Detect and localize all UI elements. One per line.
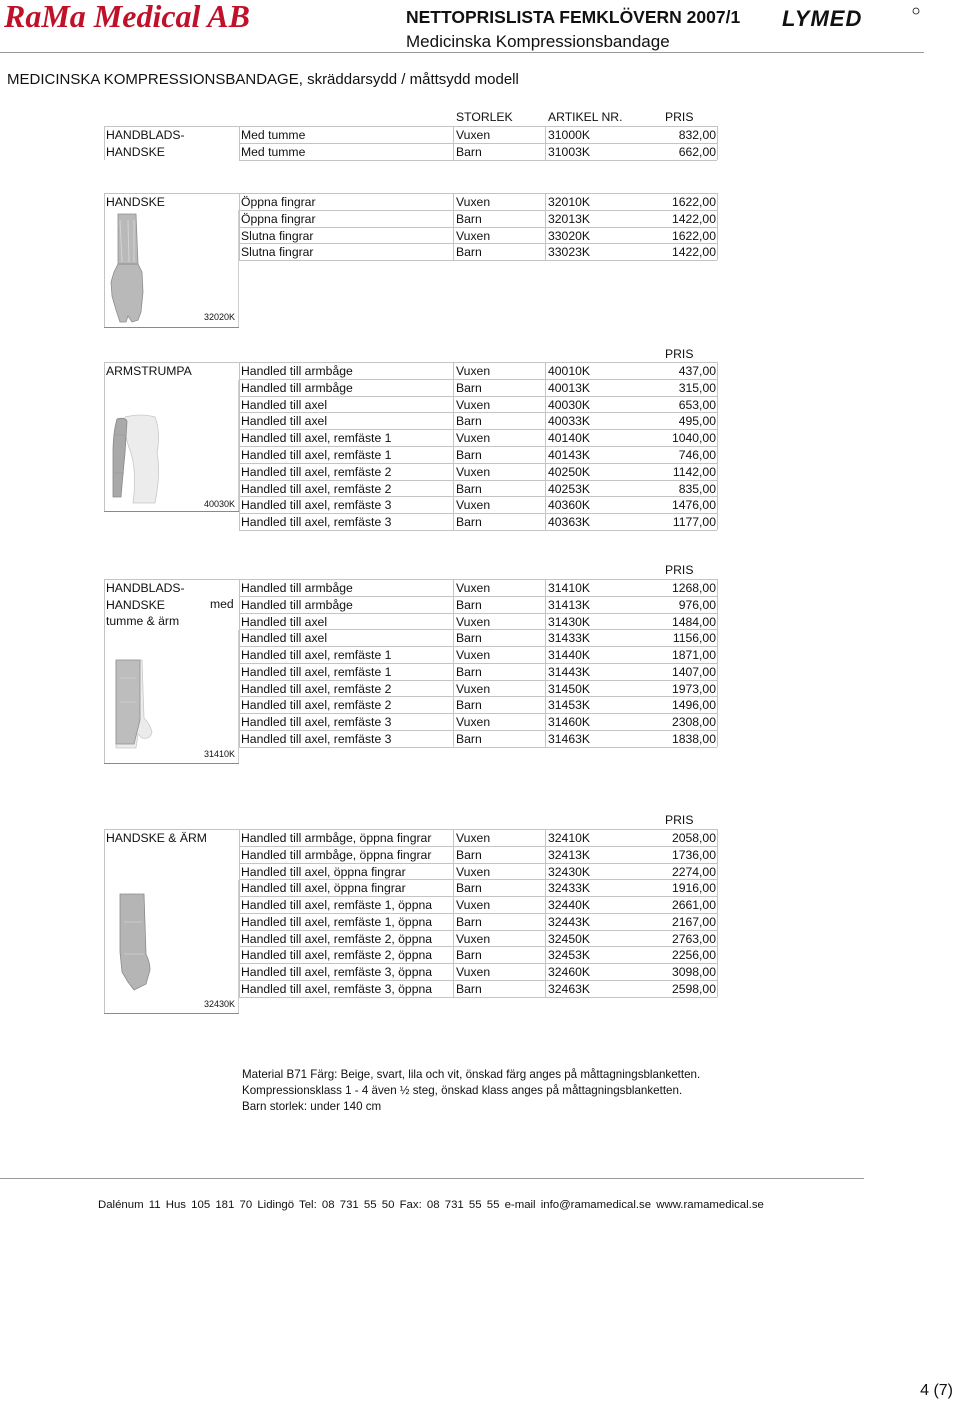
table-cell-article-number: 31443K bbox=[548, 664, 591, 679]
column-header-article: ARTIKEL NR. bbox=[548, 110, 623, 124]
table-cell-article-number: 31003K bbox=[548, 144, 591, 159]
table-cell-price: 1838,00 bbox=[671, 731, 716, 746]
product-photo-label: 40030K bbox=[204, 499, 236, 509]
table-cell-article-number: 32450K bbox=[548, 931, 591, 946]
table-cell-article-number: 32013K bbox=[548, 211, 591, 226]
table-cell-size: Vuxen bbox=[456, 228, 491, 243]
table-cell-size: Barn bbox=[456, 515, 482, 530]
table-cell-description: Handled till axel bbox=[241, 614, 328, 629]
table-cell-article-number: 31410K bbox=[548, 581, 591, 595]
table-cell-price: 832,00 bbox=[678, 128, 716, 142]
brand-name: RaMa Medical AB bbox=[4, 0, 250, 34]
footer-contact: Dalénum 11 Hus 105 181 70 Lidingö Tel: 08 731 55 50 Fax: 08 731 55 55 e-mail info@ramamedical.se www.ramamedical.se bbox=[98, 1199, 764, 1211]
table-cell-article-number: 32413K bbox=[548, 847, 591, 862]
table-cell-size: Barn bbox=[456, 881, 482, 896]
table-cell-size: Vuxen bbox=[456, 681, 491, 696]
table-cell-article-number: 31460K bbox=[548, 715, 591, 729]
table-cell-size: Vuxen bbox=[456, 931, 491, 946]
table-cell-description: Handled till axel, remfäste 3 bbox=[241, 715, 392, 729]
glove-sleeve-photo-icon bbox=[118, 892, 152, 992]
table-cell-price: 1622,00 bbox=[671, 195, 716, 209]
note-material: Material B71 Färg: Beige, svart, lila och vit, önskad färg anges på måttagningsblanketten. bbox=[242, 1068, 701, 1081]
table-cell-article-number: 32440K bbox=[548, 898, 591, 912]
table-cell-description: Handled till axel, remfäste 1 bbox=[241, 664, 392, 679]
table-cell-article-number: 40033K bbox=[548, 414, 591, 429]
table-cell-price: 1871,00 bbox=[671, 648, 716, 662]
table-cell-article-number: 32443K bbox=[548, 914, 591, 929]
table-cell-description: Handled till axel, remfäste 1, öppna bbox=[241, 898, 433, 912]
table-cell-size: Vuxen bbox=[456, 364, 491, 378]
table-cell-article-number: 31453K bbox=[548, 698, 591, 713]
table-cell-description: Handled till axel, remfäste 1 bbox=[241, 448, 392, 462]
table-cell-size: Vuxen bbox=[456, 864, 491, 879]
table-cell-size: Vuxen bbox=[456, 397, 491, 412]
table-cell-price: 1736,00 bbox=[671, 847, 716, 862]
table-cell-size: Vuxen bbox=[456, 195, 491, 209]
table-cell-size: Vuxen bbox=[456, 464, 491, 479]
table-cell-price: 1484,00 bbox=[671, 614, 716, 629]
table-cell-size: Barn bbox=[456, 664, 482, 679]
table-cell-size: Barn bbox=[456, 380, 482, 395]
table-cell-size: Barn bbox=[456, 698, 482, 713]
table-gridline-horizontal bbox=[239, 160, 717, 161]
table-cell-size: Barn bbox=[456, 847, 482, 862]
table-cell-size: Vuxen bbox=[456, 498, 491, 513]
table-cell-article-number: 40253K bbox=[548, 481, 591, 496]
document-title: NETTOPRISLISTA FEMKLÖVERN 2007/1 bbox=[406, 7, 741, 27]
table-cell-description: Handled till axel, remfäste 2, öppna bbox=[241, 931, 433, 946]
column-header-price: PRIS bbox=[665, 813, 694, 827]
table-cell-price: 1476,00 bbox=[671, 498, 716, 513]
table-cell-article-number: 31430K bbox=[548, 614, 591, 629]
table-cell-article-number: 33023K bbox=[548, 245, 591, 260]
table-cell-price: 2598,00 bbox=[671, 981, 716, 996]
table-cell-description: Handled till axel bbox=[241, 414, 328, 429]
table-cell-price: 662,00 bbox=[678, 144, 716, 159]
table-cell-description: Handled till axel, remfäste 2 bbox=[241, 681, 392, 696]
table-cell-description: Handled till axel, remfäste 1, öppna bbox=[241, 914, 433, 929]
table-gridline-horizontal bbox=[239, 747, 717, 748]
table-cell-article-number: 40250K bbox=[548, 464, 591, 479]
table-cell-article-number: 31463K bbox=[548, 731, 591, 746]
table-cell-price: 495,00 bbox=[678, 414, 716, 429]
table-cell-size: Barn bbox=[456, 914, 482, 929]
document-subtitle: Medicinska Kompressionsbandage bbox=[406, 32, 670, 51]
table-cell-article-number: 40030K bbox=[548, 397, 591, 412]
table-cell-description: Handled till axel, öppna fingrar bbox=[241, 881, 406, 896]
table-cell-price: 437,00 bbox=[678, 364, 716, 378]
product-group-name: HANDBLADS- bbox=[106, 581, 185, 595]
product-group-name: tumme & ärm bbox=[106, 614, 180, 629]
table-cell-price: 2167,00 bbox=[671, 914, 716, 929]
header-rule bbox=[0, 52, 924, 53]
table-cell-description: Slutna fingrar bbox=[241, 228, 314, 243]
table-cell-article-number: 31433K bbox=[548, 631, 591, 646]
table-cell-price: 1177,00 bbox=[672, 515, 716, 530]
table-cell-size: Vuxen bbox=[456, 614, 491, 629]
page-number: 4 (7) bbox=[920, 1382, 953, 1399]
table-cell-article-number: 32453K bbox=[548, 948, 591, 963]
table-cell-description: Handled till armbåge bbox=[241, 581, 353, 595]
table-gridline-vertical bbox=[104, 126, 105, 160]
lymed-logo-icon bbox=[780, 6, 920, 30]
table-cell-article-number: 32460K bbox=[548, 965, 591, 979]
table-cell-price: 1040,00 bbox=[671, 431, 716, 446]
table-cell-article-number: 32463K bbox=[548, 981, 591, 996]
table-cell-description: Handled till armbåge bbox=[241, 597, 353, 612]
table-cell-price: 3098,00 bbox=[671, 965, 716, 979]
table-cell-size: Vuxen bbox=[456, 898, 491, 912]
product-group-name: HANDSKE bbox=[106, 597, 165, 612]
table-cell-article-number: 40363K bbox=[548, 515, 591, 530]
table-cell-size: Barn bbox=[456, 211, 482, 226]
table-cell-description: Handled till axel, remfäste 1 bbox=[241, 431, 392, 446]
table-cell-price: 653,00 bbox=[678, 397, 716, 412]
table-cell-price: 1407,00 bbox=[671, 664, 716, 679]
table-cell-description: Handled till axel, remfäste 1 bbox=[241, 648, 392, 662]
table-cell-description: Handled till axel bbox=[241, 397, 328, 412]
product-group-name: HANDSKE & ÄRM bbox=[106, 831, 207, 845]
table-cell-description: Handled till armbåge, öppna fingrar bbox=[241, 847, 432, 862]
table-cell-price: 1496,00 bbox=[671, 698, 716, 713]
product-group-name: HANDBLADS- bbox=[106, 128, 185, 142]
table-cell-price: 2274,00 bbox=[671, 864, 716, 879]
table-cell-article-number: 40143K bbox=[548, 448, 591, 462]
table-cell-description: Handled till axel, remfäste 3, öppna bbox=[241, 965, 433, 979]
table-cell-article-number: 40360K bbox=[548, 498, 591, 513]
table-cell-description: Handled till armbåge bbox=[241, 380, 353, 395]
table-cell-article-number: 33020K bbox=[548, 228, 591, 243]
table-cell-size: Barn bbox=[456, 597, 482, 612]
table-cell-price: 835,00 bbox=[678, 481, 716, 496]
table-cell-size: Barn bbox=[456, 731, 482, 746]
table-cell-size: Vuxen bbox=[456, 965, 491, 979]
table-cell-article-number: 31000K bbox=[548, 128, 591, 142]
table-cell-description: Handled till axel bbox=[241, 631, 328, 646]
table-cell-description: Handled till axel, remfäste 2 bbox=[241, 698, 392, 713]
table-gridline-vertical bbox=[717, 829, 718, 997]
table-cell-price: 1916,00 bbox=[671, 881, 716, 896]
table-cell-price: 1268,00 bbox=[671, 581, 716, 595]
table-cell-size: Barn bbox=[456, 448, 482, 462]
note-compression-class: Kompressionsklass 1 - 4 även ½ steg, önskad klass anges på måttagningsblanketten. bbox=[242, 1084, 683, 1097]
table-cell-size: Barn bbox=[456, 414, 482, 429]
product-group-name-suffix: med bbox=[210, 597, 234, 611]
page-heading: MEDICINSKA KOMPRESSIONSBANDAGE, skräddarsydd / måttsydd modell bbox=[7, 71, 519, 88]
table-cell-size: Vuxen bbox=[456, 648, 491, 662]
table-cell-description: Handled till axel, remfäste 3 bbox=[241, 498, 392, 513]
table-cell-price: 315,00 bbox=[678, 380, 716, 395]
table-gridline-vertical bbox=[717, 362, 718, 530]
table-cell-price: 1156,00 bbox=[672, 631, 716, 646]
table-cell-description: Handled till axel, remfäste 3 bbox=[241, 515, 392, 530]
table-cell-size: Barn bbox=[456, 245, 482, 260]
table-cell-description: Handled till axel, remfäste 3, öppna bbox=[241, 981, 433, 996]
table-cell-description: Med tumme bbox=[241, 128, 306, 142]
product-group-name: HANDSKE bbox=[106, 195, 165, 209]
logo-text: LYMED bbox=[782, 6, 863, 30]
table-cell-description: Slutna fingrar bbox=[241, 245, 314, 260]
table-cell-size: Vuxen bbox=[456, 431, 491, 446]
table-cell-article-number: 32410K bbox=[548, 831, 591, 845]
table-cell-description: Öppna fingrar bbox=[241, 211, 316, 226]
table-cell-description: Öppna fingrar bbox=[241, 195, 316, 209]
table-cell-article-number: 31413K bbox=[548, 597, 591, 612]
column-header-price: PRIS bbox=[665, 347, 694, 361]
table-cell-description: Handled till armbåge bbox=[241, 364, 353, 378]
product-photo-label: 32430K bbox=[204, 999, 236, 1009]
table-cell-description: Handled till armbåge, öppna fingrar bbox=[241, 831, 432, 845]
table-cell-size: Barn bbox=[456, 481, 482, 496]
table-cell-article-number: 32010K bbox=[548, 195, 591, 209]
table-cell-article-number: 31440K bbox=[548, 648, 591, 662]
table-cell-description: Handled till axel, remfäste 2, öppna bbox=[241, 948, 433, 963]
table-cell-description: Handled till axel, remfäste 3 bbox=[241, 731, 392, 746]
table-cell-description: Handled till axel, öppna fingrar bbox=[241, 864, 406, 879]
table-cell-price: 2256,00 bbox=[671, 948, 716, 963]
table-cell-price: 2763,00 bbox=[671, 931, 716, 946]
table-gridline-horizontal bbox=[239, 997, 717, 998]
table-gridline-vertical bbox=[717, 126, 718, 160]
product-photo-label: 31410K bbox=[204, 749, 236, 759]
table-cell-size: Barn bbox=[456, 981, 482, 996]
table-cell-article-number: 31450K bbox=[548, 681, 591, 696]
table-cell-article-number: 40013K bbox=[548, 380, 591, 395]
table-cell-price: 976,00 bbox=[678, 597, 716, 612]
table-cell-size: Barn bbox=[456, 948, 482, 963]
table-cell-article-number: 32430K bbox=[548, 864, 591, 879]
table-cell-price: 2058,00 bbox=[671, 831, 716, 845]
table-cell-description: Handled till axel, remfäste 2 bbox=[241, 464, 392, 479]
footer-rule bbox=[0, 1178, 864, 1179]
table-cell-article-number: 32433K bbox=[548, 881, 591, 896]
product-group-name: ARMSTRUMPA bbox=[106, 364, 192, 378]
column-header-size: STORLEK bbox=[456, 110, 513, 124]
table-cell-size: Barn bbox=[456, 631, 482, 646]
table-cell-size: Vuxen bbox=[456, 831, 491, 845]
table-cell-price: 1622,00 bbox=[671, 228, 716, 243]
table-cell-size: Vuxen bbox=[456, 715, 491, 729]
column-header-price: PRIS bbox=[665, 110, 694, 124]
table-cell-article-number: 40140K bbox=[548, 431, 591, 446]
table-cell-price: 2308,00 bbox=[671, 715, 716, 729]
table-cell-price: 2661,00 bbox=[671, 898, 716, 912]
table-cell-price: 1422,00 bbox=[671, 211, 716, 226]
table-cell-description: Handled till axel, remfäste 2 bbox=[241, 481, 392, 496]
table-cell-price: 1973,00 bbox=[671, 681, 716, 696]
table-cell-price: 1142,00 bbox=[672, 464, 716, 479]
table-cell-price: 1422,00 bbox=[671, 245, 716, 260]
table-cell-price: 746,00 bbox=[678, 448, 716, 462]
note-child-size: Barn storlek: under 140 cm bbox=[242, 1100, 382, 1113]
table-gridline-vertical bbox=[717, 193, 718, 260]
arm-sleeve-photo-icon bbox=[111, 413, 167, 507]
table-cell-size: Barn bbox=[456, 144, 482, 159]
table-gridline-vertical bbox=[717, 579, 718, 747]
table-cell-article-number: 40010K bbox=[548, 364, 591, 378]
product-photo-label: 32020K bbox=[204, 312, 236, 322]
column-header-price: PRIS bbox=[665, 563, 694, 577]
table-cell-description: Med tumme bbox=[241, 144, 306, 159]
glove-photo-icon bbox=[108, 212, 148, 324]
table-cell-size: Vuxen bbox=[456, 128, 491, 142]
gauntlet-sleeve-photo-icon bbox=[112, 658, 156, 752]
product-group-name: HANDSKE bbox=[106, 144, 165, 159]
table-cell-size: Vuxen bbox=[456, 581, 491, 595]
